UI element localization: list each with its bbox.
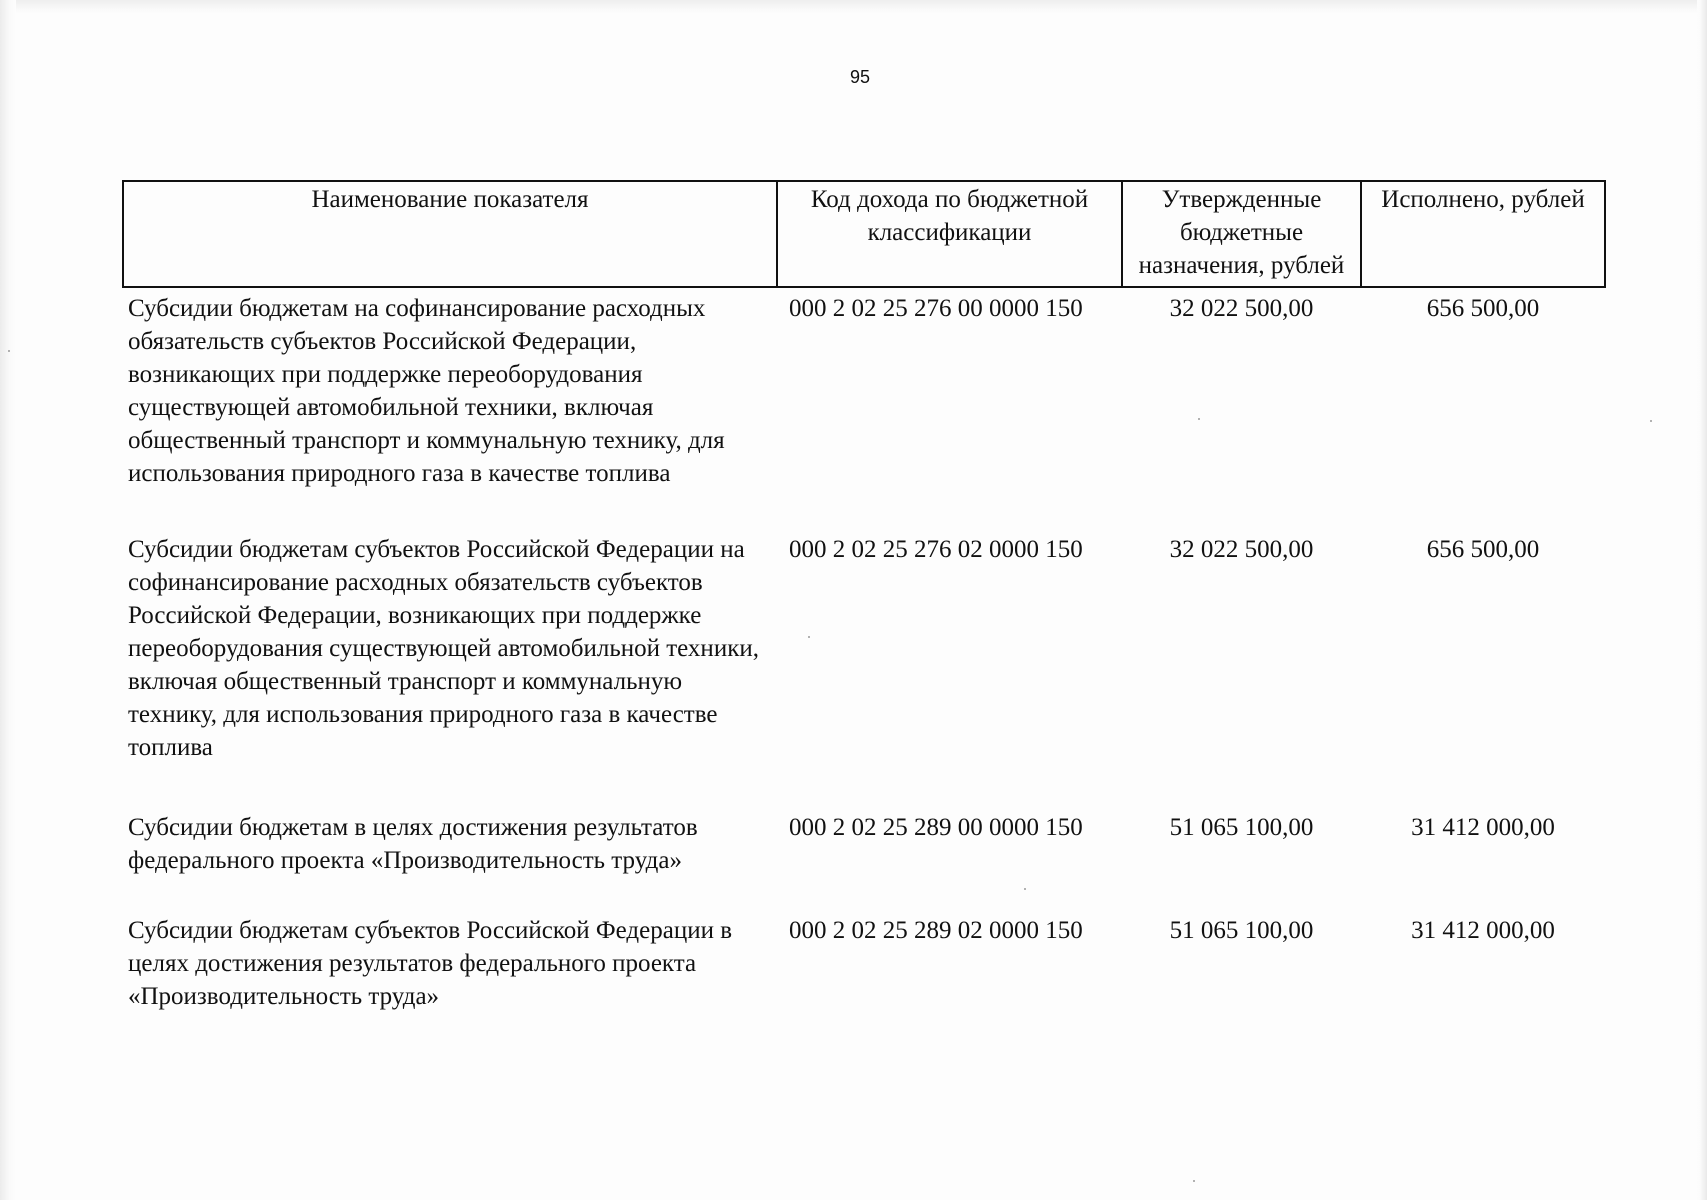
cell-income-code: 000 2 02 25 289 00 0000 150 xyxy=(789,814,1083,841)
cell-approved-amount: 32 022 500,00 xyxy=(1169,536,1314,563)
cell-approved-amount: 32 022 500,00 xyxy=(1169,295,1314,322)
cell-income-code: 000 2 02 25 289 02 0000 150 xyxy=(789,917,1083,944)
scan-speck xyxy=(1650,420,1652,422)
header-indicator-name: Наименование показателя xyxy=(123,181,777,287)
cell-indicator-name: Субсидии бюджетам субъектов Российской Федерации на софинансирование расходных обязательств субъектов Российской Федерации, возникающих при поддержке переоборудования существующей автомобильной техники, включая общественный транспорт и коммунальную технику, для использования природного газа в качестве топлива xyxy=(128,536,759,761)
page-number: 95 xyxy=(850,67,871,87)
cell-income-code: 000 2 02 25 276 00 0000 150 xyxy=(789,295,1083,322)
cell-indicator-name: Субсидии бюджетам субъектов Российской Федерации в целях достижения результатов федерального проекта «Производительность труда» xyxy=(128,917,733,1010)
table-row xyxy=(123,914,1605,1024)
table-row xyxy=(123,287,1605,533)
scan-speck xyxy=(1193,1180,1195,1182)
budget-income-table xyxy=(122,180,1606,1024)
scan-edge-right xyxy=(1697,0,1707,1200)
cell-indicator-name: Субсидии бюджетам в целях достижения результатов федерального проекта «Производительность труда» xyxy=(128,814,698,874)
cell-approved-amount: 51 065 100,00 xyxy=(1169,814,1314,841)
table-header xyxy=(123,181,1605,287)
cell-executed-amount: 31 412 000,00 xyxy=(1411,917,1555,944)
table-body xyxy=(123,287,1605,1024)
scan-speck xyxy=(1198,418,1200,420)
cell-executed-amount: 656 500,00 xyxy=(1426,536,1540,563)
cell-executed-amount: 656 500,00 xyxy=(1426,295,1540,322)
scan-speck xyxy=(808,636,810,638)
table-row xyxy=(123,533,1605,811)
cell-income-code: 000 2 02 25 276 02 0000 150 xyxy=(789,536,1083,563)
scan-edge-left xyxy=(0,0,16,1200)
table-row xyxy=(123,811,1605,914)
header-row xyxy=(123,181,1605,287)
scan-speck xyxy=(8,350,10,352)
scan-speck xyxy=(1024,888,1026,890)
cell-executed-amount: 31 412 000,00 xyxy=(1411,814,1555,841)
header-income-code: Код дохода по бюджетной классификации xyxy=(777,181,1122,287)
header-executed-amount: Исполнено, рублей xyxy=(1361,181,1605,287)
cell-indicator-name: Субсидии бюджетам на софинансирование расходных обязательств субъектов Российской Федерации, возникающих при поддержке переоборудования существующей автомобильной техники, включая общественный транспорт и коммунальную технику, для использования природного газа в качестве топлива xyxy=(128,295,725,487)
header-approved-amount: Утвержденные бюджетные назначения, рублей xyxy=(1122,181,1361,287)
scan-edge-top xyxy=(0,0,1707,14)
cell-approved-amount: 51 065 100,00 xyxy=(1169,917,1314,944)
